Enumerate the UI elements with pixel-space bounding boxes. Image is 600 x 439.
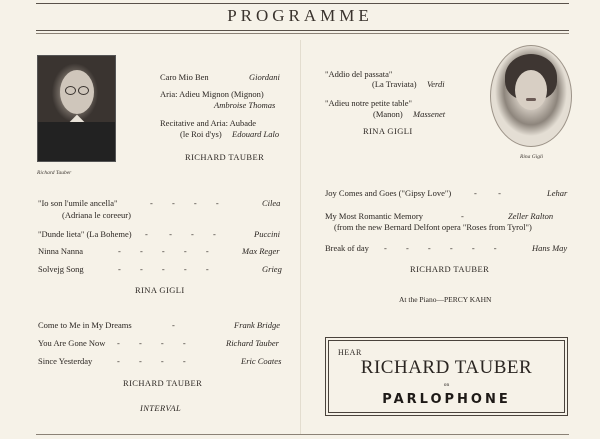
- accompanist-label: At the Piano—PERCY KAHN: [399, 295, 492, 304]
- song-composer: Grieg: [262, 264, 282, 274]
- bottom-rule: [36, 434, 569, 435]
- performer-label: RINA GIGLI: [135, 285, 185, 295]
- song-composer: Max Reger: [242, 246, 280, 256]
- song-title: "Adieu notre petite table": [325, 98, 412, 108]
- song-title: Recitative and Aria: Aubade: [160, 118, 257, 128]
- rina-gigli-caption: Rina Gigli: [520, 154, 544, 160]
- performer-label: RICHARD TAUBER: [410, 264, 490, 274]
- song-title: Solvejg Song: [38, 264, 84, 274]
- performer-label: RICHARD TAUBER: [185, 152, 265, 162]
- song-title: "Io son l'umile ancella": [38, 198, 118, 208]
- song-title: Aria: Adieu Mignon (Mignon): [160, 89, 264, 99]
- song-title: Caro Mio Ben: [160, 72, 209, 82]
- parlophone-advert: [325, 337, 568, 416]
- advert-hear: HEAR: [338, 348, 362, 357]
- page-title: PROGRAMME: [227, 6, 373, 25]
- song-composer: Massenet: [413, 109, 446, 119]
- song-title: Since Yesterday: [38, 356, 93, 366]
- song-title: "Addio del passata": [325, 69, 393, 79]
- song-composer: Frank Bridge: [234, 320, 281, 330]
- song-composer: Lehar: [547, 188, 568, 198]
- song-subtitle: (Manon): [373, 109, 403, 119]
- title-rule-lower: [36, 33, 569, 34]
- song-composer: Giordani: [249, 72, 280, 82]
- song-composer: Puccini: [254, 229, 280, 239]
- song-composer: Verdi: [427, 79, 445, 89]
- song-title: Come to Me in My Dreams: [38, 320, 132, 330]
- song-subtitle: (from the new Bernard Delfont opera "Roses from Tyrol"): [334, 222, 532, 232]
- title-rule-upper: [36, 30, 569, 31]
- song-subtitle: (le Roi d'ys): [180, 129, 222, 139]
- song-composer: Zeller Ralton: [508, 211, 554, 221]
- advert-on: on: [443, 382, 450, 388]
- rina-gigli-photo: [490, 45, 572, 147]
- advert-artist: RICHARD TAUBER: [360, 357, 533, 378]
- parlophone-logo: PARLOPHONE: [382, 392, 511, 407]
- song-subtitle: (Adriana le coreeur): [62, 210, 131, 220]
- song-composer: Cilea: [262, 198, 281, 208]
- performer-label: RICHARD TAUBER: [123, 378, 203, 388]
- richard-tauber-caption: Richard Tauber: [37, 170, 72, 176]
- song-title: "Dunde lieta" (La Boheme): [38, 229, 132, 239]
- song-title: You Are Gone Now: [38, 338, 106, 348]
- top-rule: [36, 3, 569, 4]
- performer-label: RINA GIGLI: [363, 126, 413, 136]
- song-composer: Hans May: [532, 243, 568, 253]
- interval-label: INTERVAL: [140, 403, 182, 413]
- song-title: Break of day: [325, 243, 369, 253]
- centre-fold: [300, 40, 301, 435]
- song-composer: Richard Tauber: [226, 338, 279, 348]
- song-subtitle: (La Traviata): [372, 79, 417, 89]
- song-composer: Edouard Lalo: [232, 129, 280, 139]
- song-title: Joy Comes and Goes ("Gipsy Love"): [325, 188, 452, 198]
- programme-page: PROGRAMME Richard Tauber Caro Mio Ben Giordani Aria: Adieu Mignon (Mignon) Ambroise Thomas Recitative and Aria: Aubade (le Roi d'ys) Edouard Lalo RICHARD TAUBER "Io son l'umile ancella" - - - - Cilea (Adriana le coreeur) "Dunde lieta" (La Boheme) - - - - Puccini Ninna Nanna - - - - - Max Reger Solvejg Song - - - - - Grieg RINA GIGLI Come to Me in My Dreams - Frank Bridge You Are Gone Now - - - - Richard Tauber Since Yesterday - - - - Eric Coates RICHARD TAUBER INTERVAL "Addio del passata" (La Traviata) Verdi "Adieu notre petite table" (Manon) Massenet RINA GIGLI Rina Gigli Joy Comes and Goes ("Gipsy Love") - - Lehar My Most Romantic Memory - Zeller Ralton (from the new Bernard Delfont opera "Roses from Tyrol") Break of day - - - - - - Hans May RICHARD TAUBER At the Piano—PERCY KAHN HEAR RICHARD TAUBER on PARLOPHONE: [0, 0, 600, 439]
- song-composer: Ambroise Thomas: [214, 100, 276, 110]
- richard-tauber-photo: [37, 55, 116, 162]
- song-composer: Eric Coates: [241, 356, 282, 366]
- song-title: My Most Romantic Memory: [325, 211, 423, 221]
- song-title: Ninna Nanna: [38, 246, 84, 256]
